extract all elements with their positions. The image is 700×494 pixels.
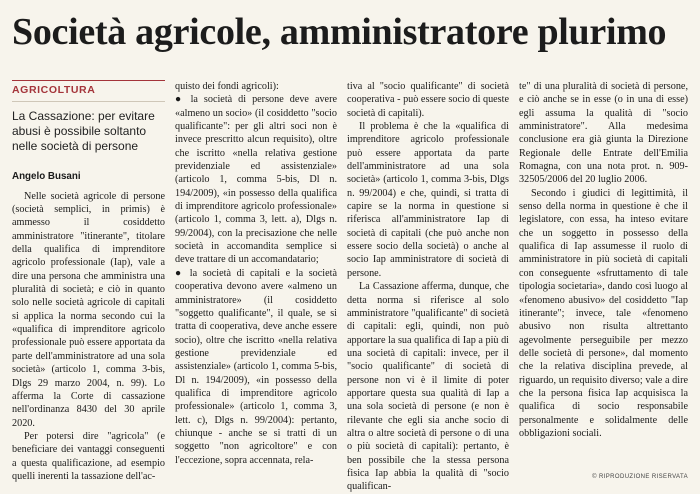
paragraph: Per potersi dire "agricola" (e beneficiare dei vantaggi conseguenti a questa qualificazione, ad esempio quelli inerenti la tassazione dell'ac- bbox=[12, 430, 165, 482]
paragraph: La Cassazione afferma, dunque, che detta norma si riferisce al solo amministratore "qualificante" di società di capitali: egli, quindi, non può apportare la sua qualifica di Iap a più di una società di capitali: invece, per il "socio qualificante" di società di persone non vi è il limite di poter apportare questa sua qualità di Iap a una sola società di persone (e non è rilevante che egli sia anche socio di altra o altre società di persone o di una o più società di capitali): pertanto, è ben possibile che la stessa persona fisica Iap abbia la qualità di "socio qualifican- bbox=[347, 281, 509, 493]
bullet-paragraph: ● la società di capitali e la società cooperativa devono avere «almeno un amministratore» (il cosiddetto "soggetto qualificante", il quale, se si tratta di cooperativa, deve anche essere socio), oltre che iscritto «nella relativa gestione previdenziale ed assistenziale» (articolo 1, comma 5-bis, Dl n. 194/2009), «in possesso della qualifica di imprenditore agricolo professionale» (articolo 1, comma 3, lett. c), Dlgs n. 99/2004): pertanto, chiunque - anche se si tratti di un soggetto "non agricoltore" e con l'eccezione, sopra accennata, rela- bbox=[175, 267, 337, 466]
summary: La Cassazione: per evitare abusi è possibile soltanto nelle società di persone bbox=[12, 109, 155, 154]
author-byline: Angelo Busani bbox=[12, 171, 81, 183]
paragraph: quisto dei fondi agricoli): bbox=[175, 81, 279, 92]
paragraph: Nelle società agricole di persone (società semplici, in primis) è ammesso il cosiddetto amministratore "itinerante", titolare della qualifica di imprenditore agricolo professionale (Iap), vale a dire una persona che amministra una pluralità di società; e ciò in quanto solo nelle società agricole di capitali si applica la norma secondo cui la «qualifica di imprenditore agricolo professionale può essere apportata da parte dell'amministratore ad una sola società» (articolo 1, comma 3-bis, Dlgs 29 marzo 2004, n. 99). Lo afferma la Corte di cassazione nell'ordinanza 8430 del 30 aprile 2020. bbox=[12, 190, 165, 429]
column-4 bbox=[519, 80, 688, 440]
paragraph: te" di una pluralità di società di persone, e ciò anche se in esse (o in una di esse) egli assuma la qualità di "socio amministratore". Alla medesima conclusione era già giunta la Direzione Regionale delle Entrate dell'Emilia Romagna, con una nota prot. n. 909-32505/2006 del 20 luglio 2006. bbox=[519, 81, 688, 186]
column-2 bbox=[175, 80, 337, 467]
paragraph: Il problema è che la «qualifica di imprenditore agricolo professionale può essere apportata da parte dell'amministratore ad una sola società» (articolo 1, comma 3-bis, Dlgs n. 99/2004) e che, quindi, si tratta di capire se la norma in questione si riferisca all'amministratore Iap di società di capitali (che può anche non essere socio della società) o anche al socio Iap amministratore di società di persone. bbox=[347, 121, 509, 279]
column-1 bbox=[12, 80, 165, 483]
category-label: AGRICOLTURA bbox=[12, 80, 165, 102]
bullet-paragraph: ● la società di persone deve avere «almeno un socio» (il cosiddetto "socio qualificante": per gli altri soci non è invece prescritto alcun requisito), oltre che iscritto «nella relativa gestione previdenziale ed assistenziale» (articolo 1, comma 5-bis, Dl n. 194/2009), «in possesso della qualifica di imprenditore agricolo professionale» (articolo 1, comma 3, lett. a), Dlgs n. 99/2004), con la precisazione che nelle società in accomandita semplice si deve trattare di un accomandatario; bbox=[175, 94, 337, 266]
paragraph: tiva al "socio qualificante" di società cooperativa - può essere socio di queste società di capitali). bbox=[347, 81, 509, 119]
column-3 bbox=[347, 80, 509, 494]
headline: Società agricole, amministratore plurimo bbox=[12, 11, 667, 53]
copyright-notice: © RIPRODUZIONE RISERVATA bbox=[592, 474, 688, 480]
paragraph: Secondo i giudici di legittimità, il senso della norma in questione è che il legislatore, con essa, ha inteso evitare che un soggetto in possesso della qualifica di Iap assumesse il ruolo di amministratore in più società di capitali con conseguente «sfruttamento di tale tipologia societaria», dando così luogo al «fenomeno abusivo» del cosiddetto "Iap itinerante"; invece, tale «fenomeno abusivo non risulta altrettanto agevolmente perseguibile per mezzo delle società di persone», dal momento che la relativa disciplina prevede, al riguardo, un requisito diverso; vale a dire che la persona fisica Iap acquisisca la qualifica di socio responsabile personalmente e solidalmente delle obbligazioni sociali. bbox=[519, 187, 688, 439]
